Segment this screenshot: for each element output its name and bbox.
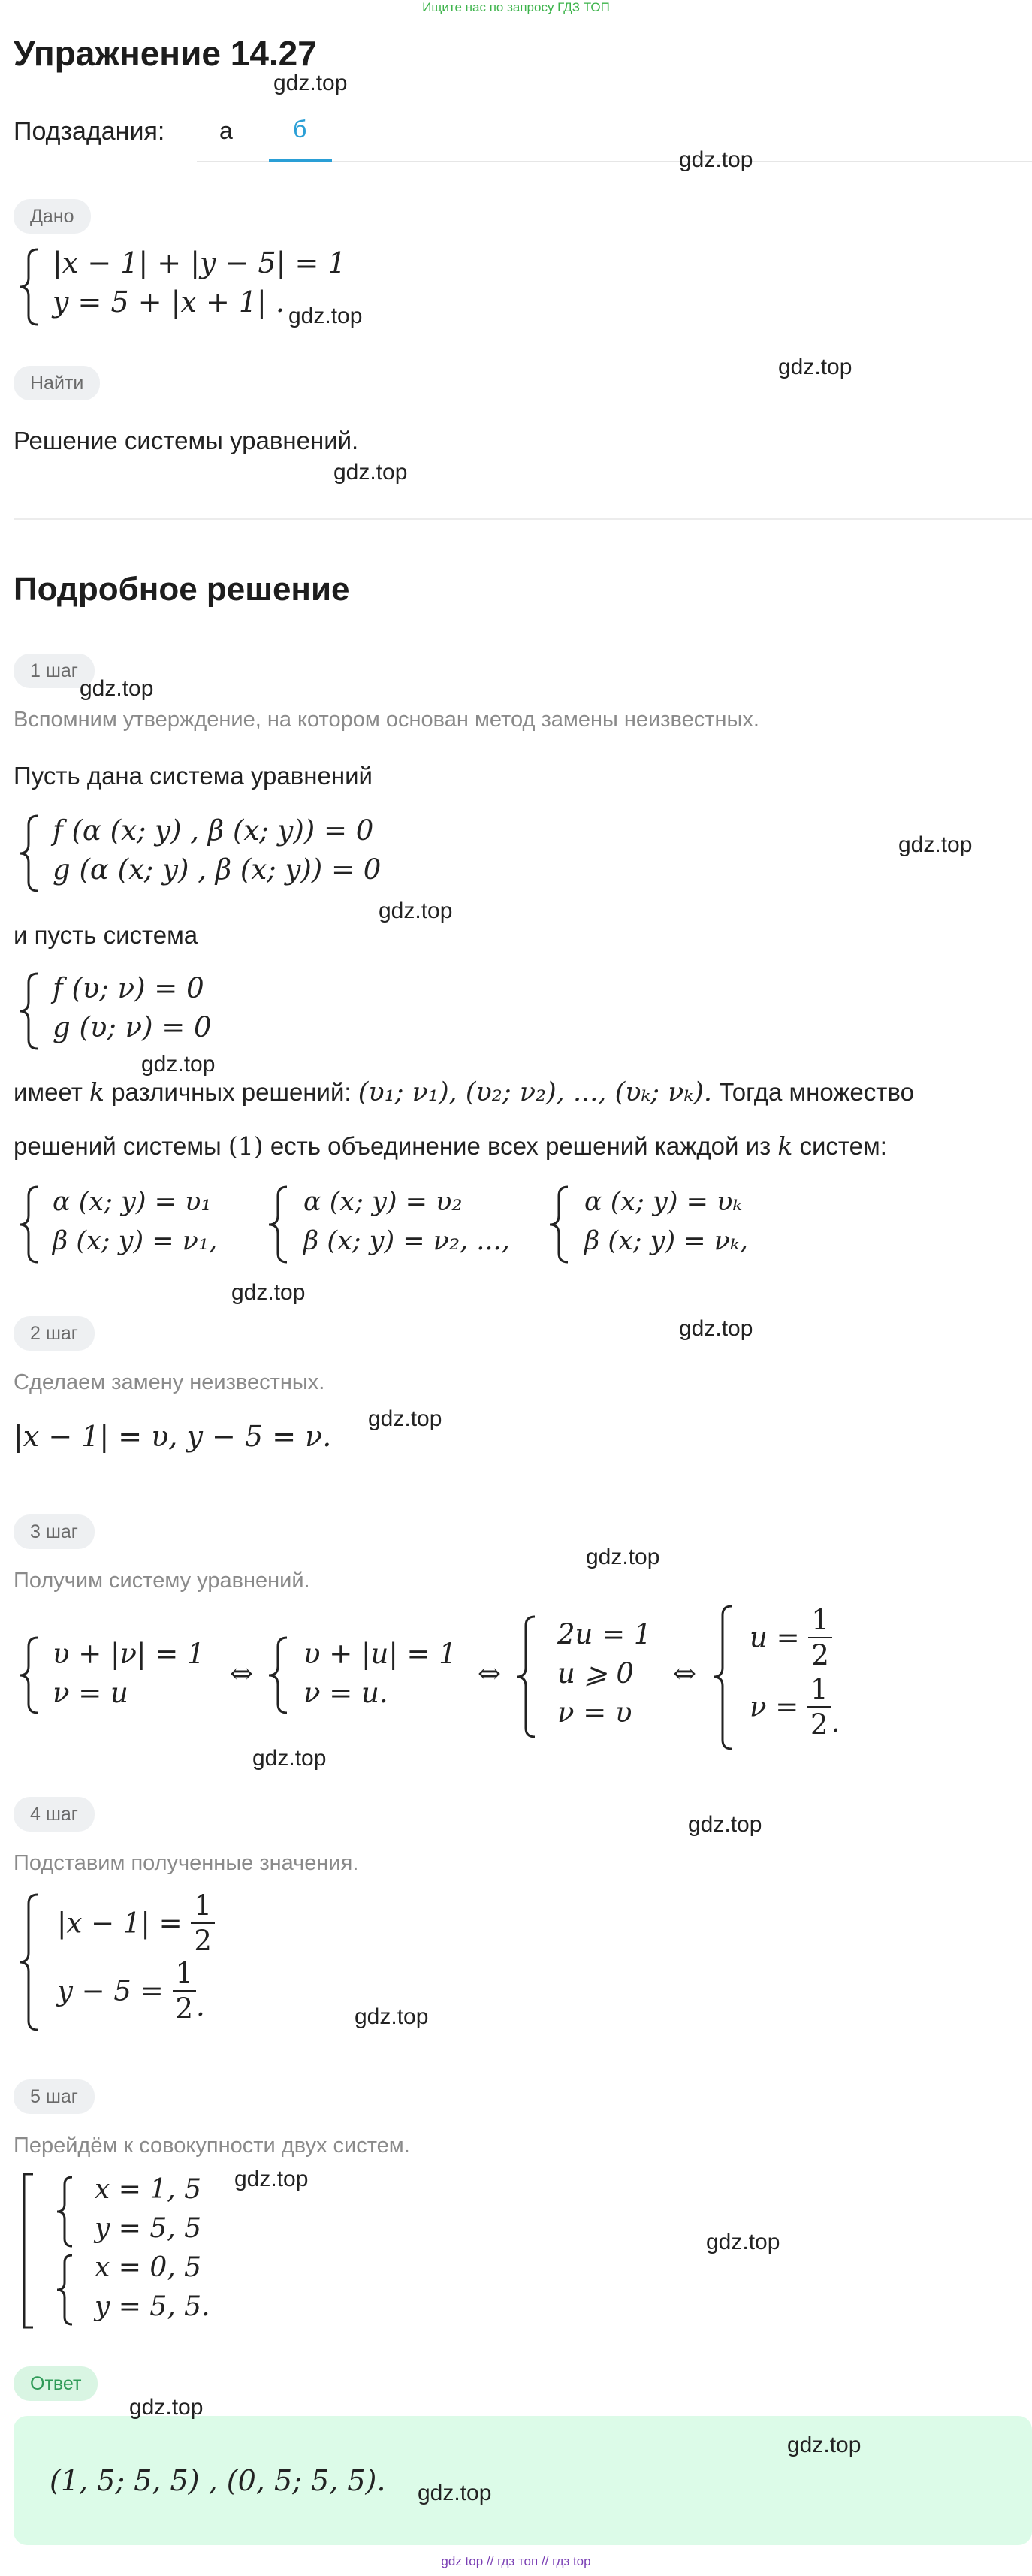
frac-den: 2 [810, 1708, 828, 1741]
step1-sysC-eq1: α (x; y) = υₖ [584, 1187, 743, 1217]
step3-label: 3 шаг [14, 1514, 95, 1549]
frac-den: 2 [194, 1925, 212, 1957]
step1-line-b [14, 1131, 887, 1161]
step3-s4-row1-frac [808, 1604, 832, 1672]
line-a-text2: различных решений: [111, 1078, 352, 1106]
step1-sys2-eq2: g (υ; ν) = 0 [53, 1011, 212, 1043]
watermark: gdz.top [679, 147, 753, 172]
step4-row2-frac [173, 1957, 197, 2025]
watermark: gdz.top [778, 355, 852, 379]
step3-s4-row1 [750, 1604, 832, 1672]
step5-sysB-eq2: y = 5, 5. [95, 2291, 210, 2322]
step4-label: 4 шаг [14, 1797, 95, 1832]
step4-row2 [57, 1957, 205, 2025]
step5-label: 5 шаг [14, 2079, 95, 2114]
step2-math: |x − 1| = υ, y − 5 = ν. [14, 1420, 332, 1453]
step3-s2-eq2: ν = u. [303, 1677, 388, 1709]
solution-title: Подробное решение [14, 571, 350, 608]
top-banner[interactable]: Ищите нас по запросу ГДЗ ТОП [422, 0, 610, 14]
step2-label: 2 шаг [14, 1316, 95, 1351]
watermark: gdz.top [787, 2433, 862, 2457]
step5-bracket [21, 2173, 36, 2330]
step3-s4-row2 [750, 1673, 840, 1741]
watermark: gdz.top [418, 2481, 492, 2505]
line-b-k: k [777, 1131, 793, 1161]
step1-sysB-brace [264, 1185, 290, 1264]
step1-sysA-eq1: α (x; y) = υ₁ [53, 1187, 212, 1217]
step1-sysC-brace [545, 1185, 571, 1264]
given-eq2: y = 5 + |x + 1| . [53, 285, 285, 319]
given-eq1: |x − 1| + |y − 5| = 1 [53, 246, 346, 279]
step4-row2-lhs: y − 5 = [57, 1974, 164, 2007]
step3-s1-brace [15, 1636, 41, 1715]
step3-iff-1: ⇔ [230, 1657, 254, 1690]
step3-iff-3: ⇔ [673, 1657, 697, 1690]
frac-num: 1 [173, 1959, 197, 1992]
step4-row1 [57, 1889, 215, 1957]
step1-mid: и пусть система [14, 921, 198, 949]
step5-sysA-brace [53, 2176, 75, 2249]
tab-b[interactable]: б [293, 116, 307, 143]
step1-label: 1 шаг [14, 654, 95, 688]
line-b-text2: есть объединение всех решений каждой из [270, 1132, 771, 1160]
line-b-text1: решений системы [14, 1132, 222, 1160]
given-brace [15, 248, 41, 327]
step5-sysB-brace [53, 2254, 75, 2327]
step3-s4-row1-lhs: u = [750, 1621, 800, 1654]
step4-row2-tail: . [196, 1990, 205, 2022]
step3-s4-row2-lhs: ν = [750, 1690, 799, 1723]
step3-iff-2: ⇔ [478, 1657, 502, 1690]
step1-sysB-eq1: α (x; y) = υ₂ [303, 1187, 463, 1217]
tab-a[interactable]: а [219, 117, 233, 144]
line-a-text3: Тогда множество [719, 1078, 914, 1106]
find-label: Найти [14, 366, 100, 400]
watermark: gdz.top [688, 1812, 762, 1837]
step3-s4-row2-tail: . [831, 1706, 840, 1738]
step1-sys1-brace [15, 814, 41, 893]
step1-sysB-eq2: β (x; y) = ν₂, ..., [303, 1226, 510, 1256]
line-b-num: (1) [228, 1131, 264, 1161]
step3-note: Получим систему уравнений. [14, 1569, 310, 1593]
frac-den: 2 [175, 1992, 194, 2025]
step4-row1-frac [191, 1889, 215, 1957]
frac-num: 1 [808, 1606, 832, 1638]
frac-num: 1 [807, 1675, 831, 1708]
section-divider [14, 518, 1032, 520]
watermark: gdz.top [80, 676, 154, 701]
step1-sys2-brace [15, 972, 41, 1051]
step2-note: Сделаем замену неизвестных. [14, 1370, 325, 1394]
line-a-k: k [89, 1077, 105, 1107]
step1-line-a [14, 1077, 914, 1107]
step3-s3-eq1: 2u = 1 [557, 1618, 652, 1650]
watermark: gdz.top [231, 1280, 306, 1305]
step3-s2-eq1: υ + |u| = 1 [303, 1638, 457, 1670]
watermark: gdz.top [679, 1316, 753, 1341]
line-a-text1: имеет [14, 1078, 83, 1106]
step1-sys1-eq1: f (α (x; y) , β (x; y)) = 0 [53, 814, 374, 847]
step3-s3-eq3: ν = υ [557, 1696, 632, 1729]
step1-sys2-eq1: f (υ; ν) = 0 [53, 972, 204, 1004]
watermark: gdz.top [898, 832, 973, 857]
line-b-text3: систем: [799, 1132, 887, 1160]
watermark: gdz.top [234, 2167, 309, 2191]
watermark: gdz.top [129, 2395, 204, 2420]
step3-s4-brace [709, 1605, 735, 1751]
watermark: gdz.top [586, 1545, 660, 1569]
step5-sysB-eq1: x = 0, 5 [95, 2252, 202, 2283]
step3-s2-brace [264, 1636, 290, 1715]
watermark: gdz.top [706, 2230, 780, 2254]
given-label: Дано [14, 199, 91, 234]
subtasks-label: Подзадания: [14, 117, 165, 146]
step5-note: Перейдём к совокупности двух систем. [14, 2134, 410, 2158]
answer-label: Ответ [14, 2366, 98, 2401]
line-a-math: (υ₁; ν₁), (υ₂; ν₂), ..., (υₖ; νₖ). [358, 1077, 713, 1107]
tab-b-underline [269, 159, 332, 162]
watermark: gdz.top [141, 1052, 216, 1077]
step1-sys1-eq2: g (α (x; y) , β (x; y)) = 0 [53, 853, 382, 886]
step1-sysA-eq2: β (x; y) = ν₁, [53, 1226, 218, 1256]
step5-sysA-eq1: x = 1, 5 [95, 2174, 202, 2205]
answer-value: (1, 5; 5, 5) , (0, 5; 5, 5). [50, 2464, 386, 2497]
frac-den: 2 [811, 1639, 829, 1672]
step3-s4-row2-frac [807, 1673, 831, 1741]
step4-note: Подставим полученные значения. [14, 1851, 359, 1875]
step5-sysA-eq2: y = 5, 5 [95, 2213, 202, 2244]
watermark: gdz.top [368, 1406, 442, 1431]
step3-s3-brace [512, 1615, 538, 1739]
step4-brace [15, 1893, 41, 2032]
find-text: Решение системы уравнений. [14, 427, 359, 454]
footer-links[interactable]: gdz top // гдз топ // гдз top [441, 2554, 591, 2568]
watermark: gdz.top [288, 304, 363, 328]
step3-s3-eq2: u ⩾ 0 [557, 1657, 634, 1690]
step3-s1-eq1: υ + |ν| = 1 [53, 1638, 205, 1670]
watermark: gdz.top [379, 898, 453, 923]
watermark: gdz.top [355, 2004, 429, 2029]
step1-note: Вспомним утверждение, на котором основан метод замены неизвестных. [14, 708, 759, 732]
step1-sysC-eq2: β (x; y) = νₖ, [584, 1226, 748, 1256]
watermark: gdz.top [333, 460, 408, 485]
frac-num: 1 [191, 1892, 215, 1924]
step3-s1-eq2: ν = u [53, 1677, 128, 1709]
step4-row1-lhs: |x − 1| = [57, 1907, 183, 1940]
page-title: Упражнение 14.27 [14, 34, 317, 73]
watermark: gdz.top [252, 1746, 327, 1771]
step1-sysA-brace [15, 1185, 41, 1264]
step1-intro: Пусть дана система уравнений [14, 762, 373, 790]
watermark: gdz.top [273, 71, 348, 95]
